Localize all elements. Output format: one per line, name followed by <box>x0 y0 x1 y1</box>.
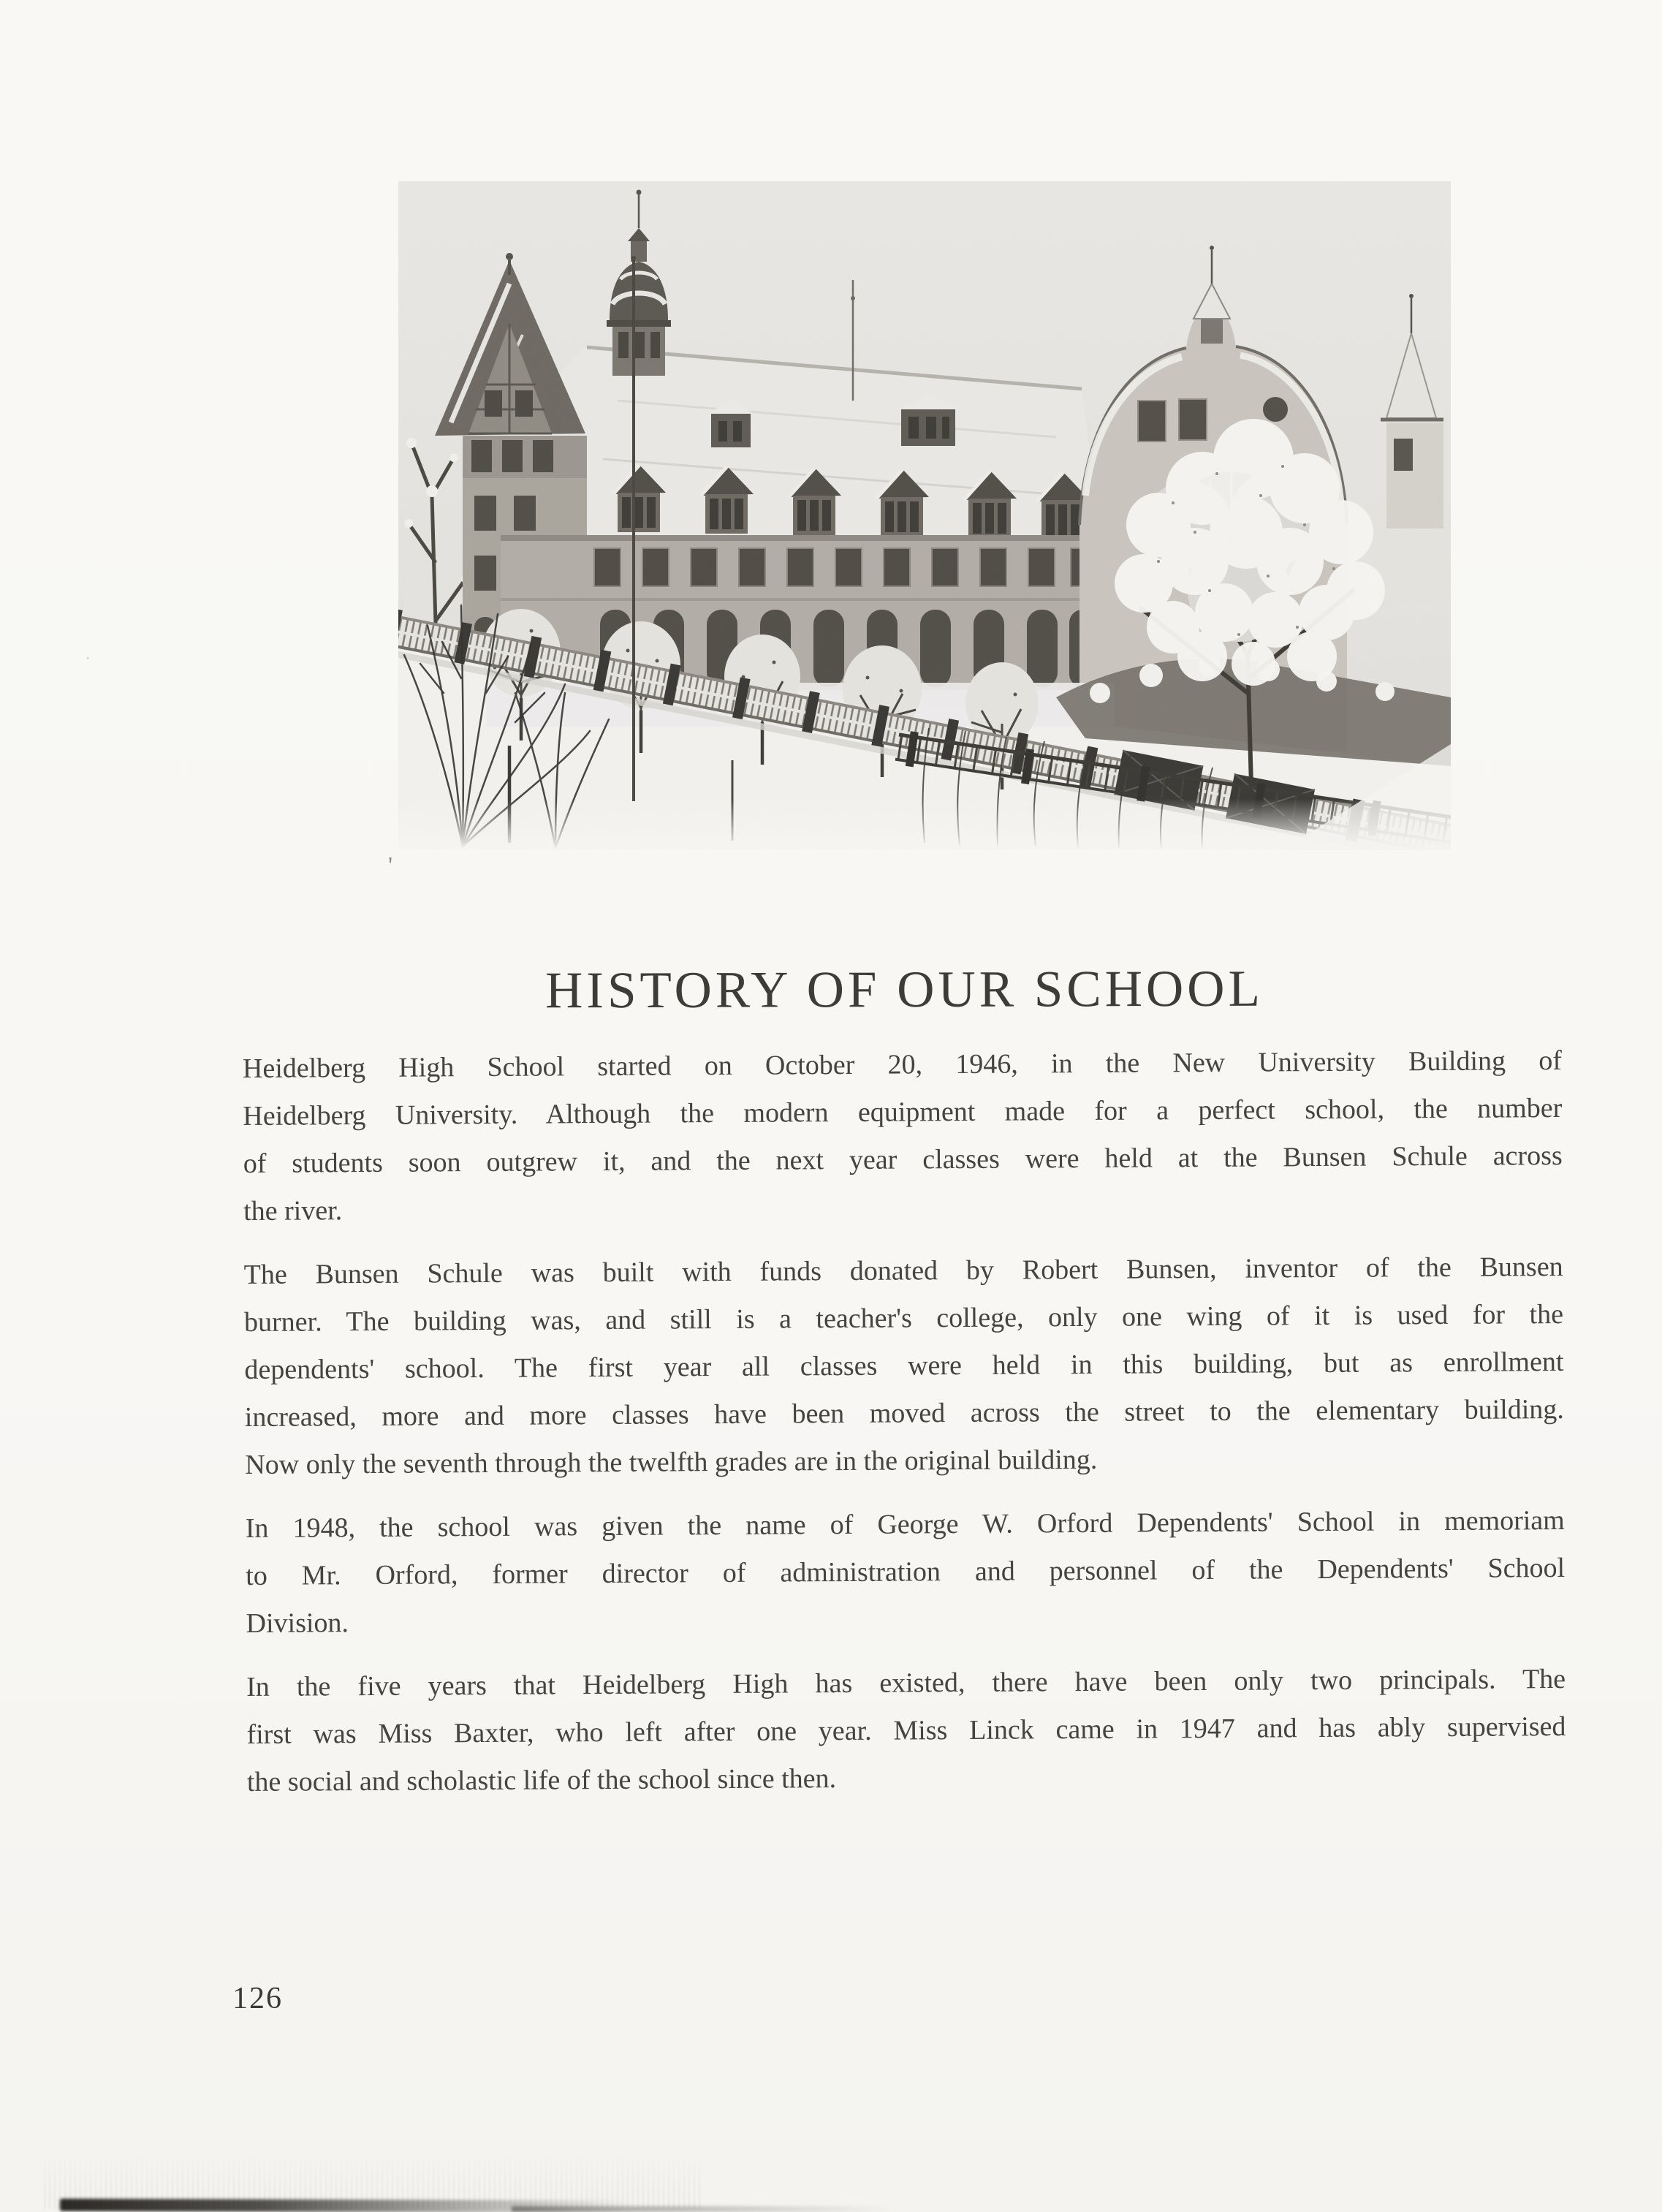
text-line: Division. <box>246 1607 349 1639</box>
text-line: increased, more and more classes have been moved across the street to the elementary building. <box>244 1393 1564 1433</box>
text-line: of students soon outgrew it, and the next year classes were held at the Bunsen Schule across <box>243 1140 1563 1180</box>
text-line: Now only the seventh through the twelfth grades are in the original building. <box>245 1444 1098 1480</box>
paragraph <box>243 1243 1564 1489</box>
scan-edge-shadow-faint <box>512 2206 892 2212</box>
text-line: the social and scholastic life of the school since then. <box>246 1763 837 1798</box>
school-photo <box>398 181 1451 850</box>
film-grain <box>398 181 1451 850</box>
school-photo-illustration <box>398 181 1451 850</box>
page-number: 126 <box>232 1982 283 2015</box>
text-line: burner. The building was, and still is a teacher's college, only one wing of it is used for the <box>243 1298 1564 1338</box>
text-line: Heidelberg University. Although the modern equipment made for a perfect school, the number <box>243 1092 1563 1132</box>
text-line: In 1948, the school was given the name of George W. Orford Dependents' School in memoriam <box>245 1504 1565 1544</box>
text-line: to Mr. Orford, former director of administration and personnel of the Dependents' School <box>246 1552 1566 1591</box>
margin-smudge: · <box>83 647 94 670</box>
text-line: the river. <box>243 1195 343 1227</box>
paragraph <box>246 1497 1566 1648</box>
text-line: Heidelberg High School started on October 20, 1946, in the New University Building of <box>242 1045 1563 1085</box>
paragraph <box>243 1037 1563 1235</box>
paragraph <box>246 1656 1566 1806</box>
text-line: In the five years that Heidelberg High has existed, there have been only two principals. The <box>246 1663 1566 1702</box>
article-text <box>243 1037 1566 1822</box>
text-line: The Bunsen Schule was built with funds donated by Robert Bunsen, inventor of the Bunsen <box>243 1251 1563 1291</box>
page-title: HISTORY OF OUR SCHOOL <box>544 960 1264 1020</box>
text-line: first was Miss Baxter, who left after one year. Miss Linck came in 1947 and has ably supervised <box>246 1711 1566 1750</box>
ink-speck: ' <box>388 852 393 879</box>
text-line: dependents' school. The first year all classes were held in this building, but as enrollment <box>244 1346 1564 1386</box>
